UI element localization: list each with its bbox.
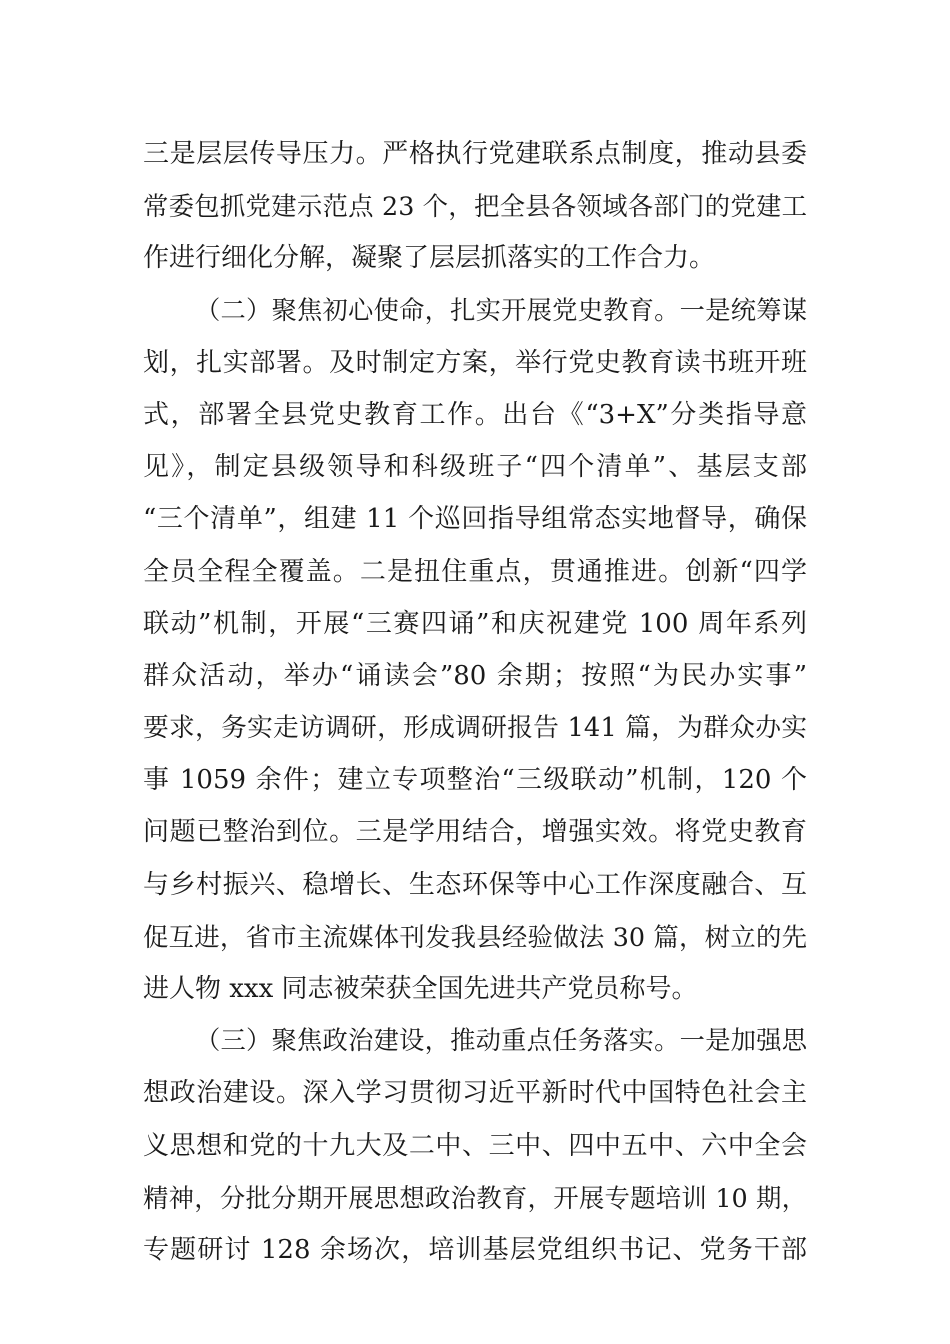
text-line: 三是层层传导压力。严格执行党建联系点制度，推动县委 <box>143 139 807 169</box>
text-line: 促互进，省市主流媒体刊发我县经验做法 30 篇，树立的先 <box>143 921 807 952</box>
text-line: 想政治建设。深入学习贯彻习近平新时代中国特色社会主 <box>143 1078 807 1109</box>
text-line: 常委包抓党建示范点 23 个，把全县各领域各部门的党建工 <box>143 191 807 222</box>
text-line: 式，部署全县党史教育工作。出台《“3+X”分类指导意 <box>143 399 807 430</box>
text-line: （三）聚焦政治建设，推动重点任务落实。一是加强思 <box>195 1026 807 1056</box>
text-line: （二）聚焦初心使命，扎实开展党史教育。一是统筹谋 <box>195 295 807 325</box>
text-line: 问题已整治到位。三是学用结合，增强实效。将党史教育 <box>143 817 807 848</box>
text-line: 群众活动，举办“诵读会”80 余期；按照“为民办实事” <box>143 660 807 691</box>
text-line: 与乡村振兴、稳增长、生态环保等中心工作深度融合、互 <box>143 869 807 900</box>
text-line: 精神，分批分期开展思想政治教育，开展专题培训 10 期， <box>143 1182 807 1213</box>
text-line: 全员全程全覆盖。二是扭住重点，贯通推进。创新“四学 <box>143 556 807 587</box>
body-text <box>143 128 807 1276</box>
text-line: 见》，制定县级领导和科级班子“四个清单”、基层支部 <box>143 452 807 483</box>
text-line: 事 1059 余件；建立专项整治“三级联动”机制，120 个 <box>143 765 807 796</box>
text-line: 专题研讨 128 余场次，培训基层党组织书记、党务干部 <box>143 1234 807 1265</box>
text-line: “三个清单”，组建 11 个巡回指导组常态实地督导，确保 <box>143 504 807 535</box>
text-line: 划，扎实部署。及时制定方案，举行党史教育读书班开班 <box>143 347 807 378</box>
text-line: 进人物 xxx 同志被荣获全国先进共产党员称号。 <box>143 974 698 1004</box>
text-line: 作进行细化分解，凝聚了层层抓落实的工作合力。 <box>143 243 716 274</box>
text-line: 义思想和党的十九大及二中、三中、四中五中、六中全会 <box>143 1130 807 1161</box>
text-line: 要求，务实走访调研，形成调研报告 141 篇，为群众办实 <box>143 713 807 744</box>
text-line: 联动”机制，开展“三赛四诵”和庆祝建党 100 周年系列 <box>143 608 807 639</box>
